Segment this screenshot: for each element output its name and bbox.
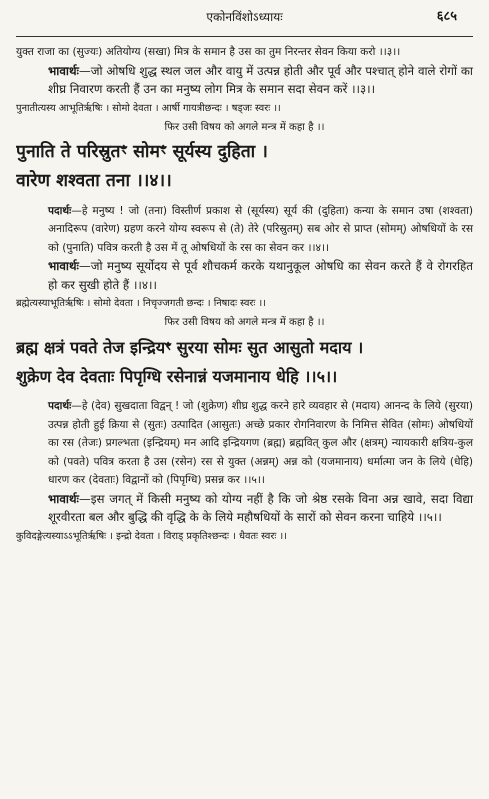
page-number: ६८५ bbox=[436, 9, 457, 24]
bhavarth-text: —इस जगत् में किसी मनुष्य को योग्य नहीं है कि जो श्रेष्ठ रसके विना अन्न खावे, सदा विद्या शूरवीरता बल और बुद्धि की वृद्धि के के लिये महौषधियों के सारों को सेवन करना चाहिये ।।५।। bbox=[48, 491, 473, 524]
chapter-title: एकोनविंशोऽध्यायः bbox=[206, 10, 283, 24]
verse5-intro: फिर उसी विषय को अगले मन्त्र में कहा है ।। bbox=[164, 317, 325, 328]
mantra5-line2: शुक्रेण देव देवताः पिपृग्धि रसेनान्नं यजमानाय धेहि ।।५।। bbox=[16, 367, 338, 386]
padarth-label: पदार्थः bbox=[48, 400, 72, 412]
bhavarth-5 bbox=[16, 490, 473, 527]
verse4-meta: पुनातीत्यस्य आभूतिर्ऋषिः । सोमो देवता । आर्षी गायत्रीछन्दः । षड्जः स्वरः ।। bbox=[16, 102, 281, 114]
padarth-4 bbox=[16, 202, 473, 258]
header-rule bbox=[16, 36, 473, 37]
mantra4-line1: पुनाति ते परिस्रुतꣳ सोमꣳ सूर्यस्य दुहिता । bbox=[16, 141, 268, 162]
mantra4-line2: वारेण शश्वता तना ।।४।। bbox=[16, 170, 172, 191]
page-header bbox=[16, 0, 473, 30]
bhavarth-label: भावार्थः bbox=[48, 491, 79, 506]
padarth-text: —हे (देव) सुखदाता विद्वन् ! जो (शुक्रेण) शीघ्र शुद्ध करने हारे व्यवहार से (मदाय) आनन्द के लिये (सुरया) उत्पन्न होती हुई क्रिया से (सुतः) उत्पादित (आसुतः) अच्छे प्रकार रोगनिवारण के निमित्त सेवित (सोमः) ओषधियों का रस (तेजः) प्रगल्भता (इन्द्रियम्) मन आदि इन्द्रियगण (ब्रह्म) ब्रह्मवित् कुल और (क्षत्रम्) न्यायकारी क्षत्रिय-कुल को (पवते) पवित्र करता है उस (रसेन) रस से युक्त (अन्नम्) अन्न को (यजमानाय) धर्मात्मा जन के लिये (धेहि) धारण कर (देवताः) विद्वानों को (पिपृग्धि) प्रसन्न कर ।।५।। bbox=[48, 400, 473, 486]
padarth-5 bbox=[16, 397, 473, 490]
verse6-meta: कुविदङ्गेत्यस्याऽऽभूतिर्ऋषिः । इन्द्रो देवता । विराड् प्रकृतिश्छन्दः । धैवतः स्वरः ।। bbox=[16, 530, 287, 542]
bhavarth-text: —जो ओषधि शुद्ध स्थल जल और वायु में उत्पन्न होती और पूर्व और पश्चात् होने वाले रोगों का शीघ्र निवारण करती हैं उन का मनुष्य लोग मित्र के समान सदा सेवन करें ।।३।। bbox=[48, 63, 473, 96]
padarth-label: पदार्थः bbox=[48, 204, 72, 217]
bhavarth-label: भावार्थः bbox=[48, 63, 79, 78]
verse5-meta: ब्रह्मेत्यस्याभूतिर्ऋषिः । सोमो देवता । निचृज्जगती छन्दः । निषादः स्वरः ।। bbox=[16, 298, 266, 309]
mantra5-line1: ब्रह्म क्षत्रं पवते तेज इन्द्रियꣳ सुरया सोमः सुत आसुतो मदाय । bbox=[16, 338, 364, 357]
bhavarth-4 bbox=[16, 257, 473, 294]
verse4-intro: फिर उसी विषय को अगले मन्त्र में कहा है ।। bbox=[164, 121, 325, 133]
verse3-continuation: युक्त राजा का (सुज्यः) अतियोग्य (सखा) मित्र के समान है उस का तुम निरन्तर सेवन किया करो ।।३।। bbox=[16, 46, 401, 58]
bhavarth-text: —जो मनुष्य सूर्योदय से पूर्व शौचकर्म करके यथानुकूल ओषधि का सेवन करते हैं वे रोगरहित हो कर सुखी होते हैं ।।४।। bbox=[48, 259, 473, 292]
padarth-text: —हे मनुष्य ! जो (तना) विस्तीर्ण प्रकाश से (सूर्यस्य) सूर्य की (दुहिता) कन्या के समान उषा (शश्वता) अनादिरूप (वारेण) ग्रहण करने योग्य स्वरूप से (ते) तेरे (परिस्रुतम्) सब ओर से प्राप्त (सोमम्) ओषधियों के रस को (पुनाति) पवित्र करती है उस में तू ओषधियों के रस का सेवन कर ।।४।। bbox=[48, 204, 473, 254]
bhavarth-label: भावार्थः bbox=[48, 259, 79, 273]
bhavarth-3 bbox=[16, 62, 473, 99]
